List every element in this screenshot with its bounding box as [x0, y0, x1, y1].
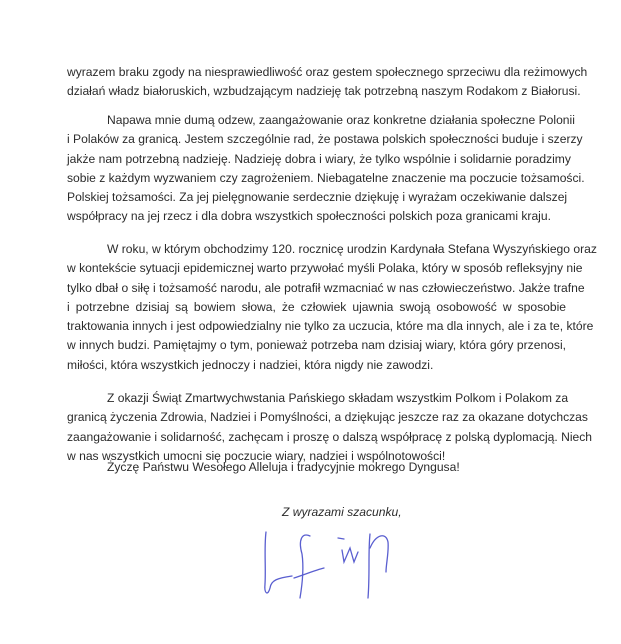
- text-line: granicą życzenia Zdrowia, Nadziei i Pomyślności, a dziękując jeszcze raz za okazane dotychczas: [67, 410, 588, 425]
- text-line: zaangażowanie i solidarność, zachęcam i proszę o dalszą współpracę z polską dyplomacją. Niech: [67, 429, 593, 444]
- text-line: jakże nam potrzebną nadzieję. Nadzieję dobra i wiary, że tylko wspólnie i solidarnie poradzimy: [67, 151, 571, 166]
- paragraph: [67, 458, 566, 477]
- text-line: traktowania innych i jest odpowiedzialny nie tylko za uczucia, które ma dla innych, ale i za te, które: [67, 319, 594, 334]
- text-line: i potrzebne dzisiaj są bowiem słowa, że człowiek ujawnia swoją osobowość w sposobie: [67, 299, 566, 314]
- paragraph: [67, 240, 597, 375]
- text-line: wyrazem braku zgody na niesprawiedliwość oraz gestem społecznego sprzeciwu dla reżimowych: [67, 65, 588, 79]
- text-line: sobie z każdym wyzwaniem czy zagrożeniem. Niebagatelne znaczenie ma poczucie tożsamości.: [67, 170, 585, 185]
- closing-salutation: Z wyrazami szacunku,: [282, 505, 402, 519]
- text-line: i Polaków za granicą. Jestem szczególnie rad, że postawa polskich społeczności buduje i szerzy: [67, 132, 583, 147]
- text-line: Napawa mnie dumą odzew, zaangażowanie oraz konkretne działania społeczne Polonii: [107, 113, 575, 127]
- text-line: w innych budzi. Pamiętajmy o tym, ponieważ potrzeba nam dzisiaj wiary, która góry przenosi,: [67, 338, 566, 353]
- text-line: w nas wszystkich umocni się poczucie wiary, nadziei i wspólnotowości!: [67, 448, 446, 463]
- text-line: Życzę Państwu Wesołego Alleluja i tradycyjnie mokrego Dyngusa!: [107, 460, 460, 474]
- text-line: działań władz białoruskich, wzbudzającym nadzieję tak potrzebną naszym Rodakom z Białorusi.: [67, 84, 581, 99]
- handwritten-signature: [258, 528, 408, 603]
- paragraph: [67, 111, 585, 227]
- text-line: tylko dbał o siłę i tożsamość narodu, ale potrafił wzmacniać w nas człowieczeństwo. Jakże trafne: [67, 280, 585, 295]
- text-line: w kontekście sytuacji epidemicznej warto przywołać myśli Polaka, który w sposób refleksyjny nie: [67, 261, 583, 276]
- text-line: współpracy na jej rzecz i dla dobra wszystkich społeczności polskich poza granicami kraju.: [67, 209, 551, 224]
- paragraph: [67, 63, 588, 102]
- paragraph: [67, 389, 593, 466]
- text-line: Z okazji Świąt Zmartwychwstania Pańskiego składam wszystkim Polkom i Polakom za: [107, 391, 569, 405]
- text-line: miłości, która wszystkich jednoczy i nadziei, która nigdy nie zawodzi.: [67, 357, 434, 372]
- text-line: W roku, w którym obchodzimy 120. rocznicę urodzin Kardynała Stefana Wyszyńskiego oraz: [107, 242, 597, 256]
- text-line: Polskiej tożsamości. Za jej pielęgnowanie serdecznie dziękuję i wyrażam oczekiwanie dalszej: [67, 190, 568, 205]
